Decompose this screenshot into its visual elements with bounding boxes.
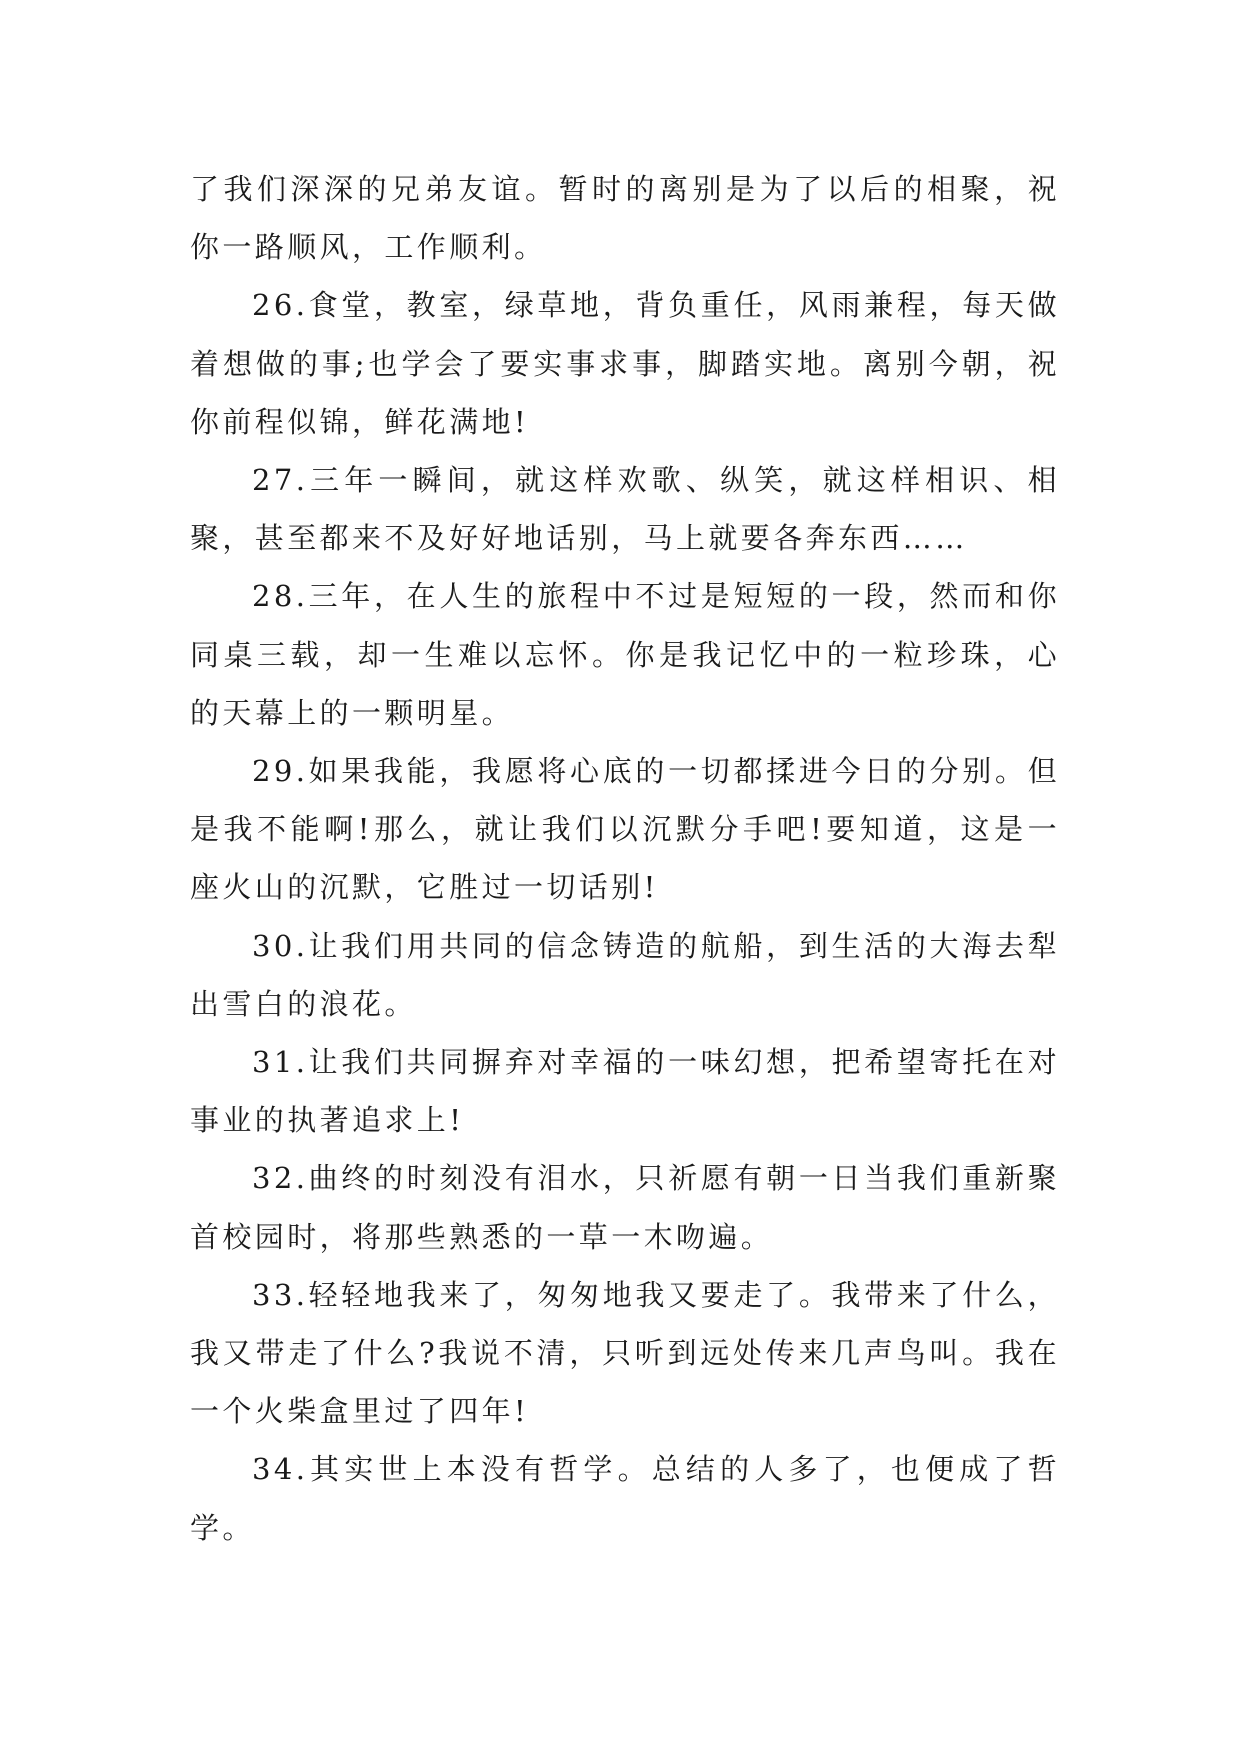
paragraph-item-30: 30.让我们用共同的信念铸造的航船，到生活的大海去犁出雪白的浪花。: [190, 928, 1060, 1021]
document-body: [190, 160, 1060, 1557]
paragraph-item-32: 32.曲终的时刻没有泪水，只祈愿有朝一日当我们重新聚首校园时，将那些熟悉的一草一木吻遍。: [190, 1161, 1060, 1254]
paragraph-item-33: 33.轻轻地我来了，匆匆地我又要走了。我带来了什么，我又带走了什么?我说不清，只听到远处传来几声鸟叫。我在一个火柴盒里过了四年!: [190, 1277, 1060, 1429]
paragraph-item-31: 31.让我们共同摒弃对幸福的一味幻想，把希望寄托在对事业的执著追求上!: [190, 1045, 1060, 1138]
paragraph-item-29: 29.如果我能，我愿将心底的一切都揉进今日的分别。但是我不能啊!那么，就让我们以沉默分手吧!要知道，这是一座火山的沉默，它胜过一切话别!: [190, 754, 1060, 905]
paragraph-continuation: 了我们深深的兄弟友谊。暂时的离别是为了以后的相聚，祝你一路顺风，工作顺利。: [190, 172, 1060, 265]
paragraph-item-34: 34.其实世上本没有哲学。总结的人多了，也便成了哲学。: [190, 1452, 1060, 1545]
paragraph-item-26: 26.食堂，教室，绿草地，背负重任，风雨兼程，每天做着想做的事;也学会了要实事求事，脚踏实地。离别今朝，祝你前程似锦，鲜花满地!: [190, 288, 1060, 439]
paragraph-item-27: 27.三年一瞬间，就这样欢歌、纵笑，就这样相识、相聚，甚至都来不及好好地话别，马上就要各奔东西……: [190, 463, 1060, 556]
paragraph-item-28: 28.三年，在人生的旅程中不过是短短的一段，然而和你同桌三载，却一生难以忘怀。你是我记忆中的一粒珍珠，心的天幕上的一颗明星。: [190, 579, 1060, 730]
